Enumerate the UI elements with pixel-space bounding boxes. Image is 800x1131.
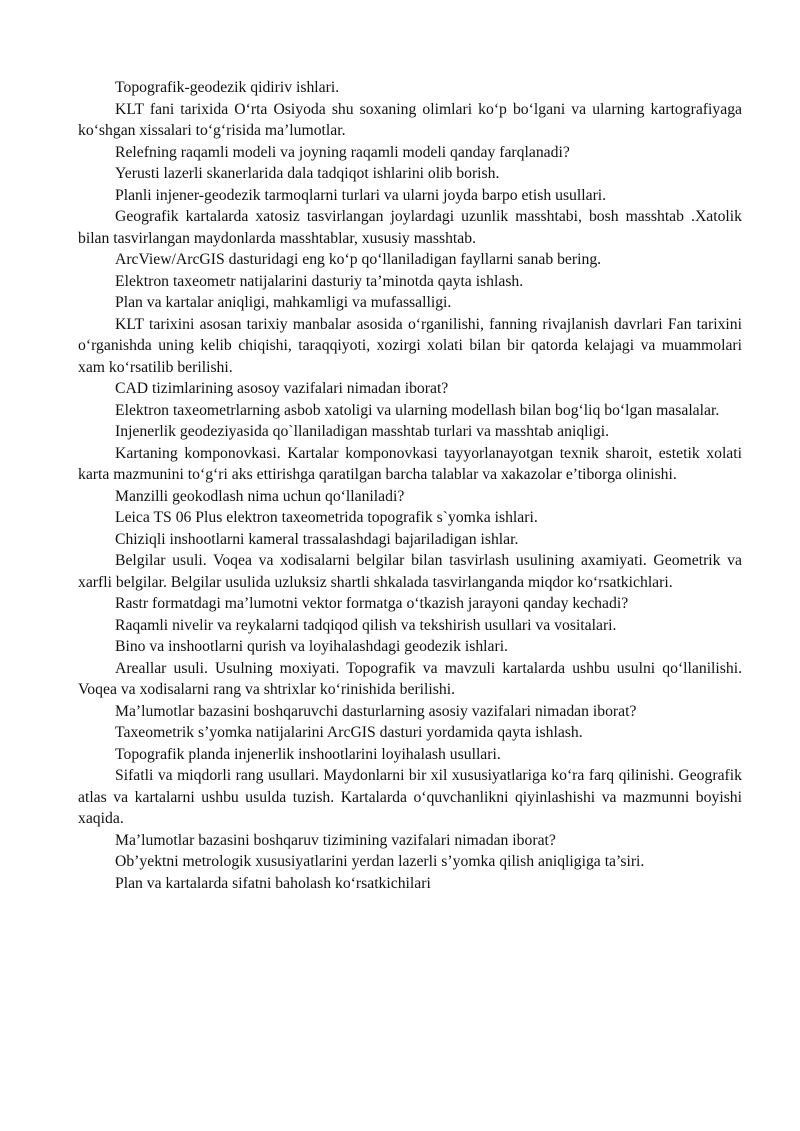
question-item: CAD tizimlarining asosoy vazifalari nimadan iborat?	[115, 380, 449, 397]
question-item: Taxeometrik s’yomka natijalarini ArcGIS dasturi yordamida qayta ishlash.	[115, 724, 583, 741]
question-item: Injenerlik geodeziyasida qo`llaniladigan masshtab turlari va masshtab aniqligi.	[115, 423, 610, 440]
question-item: ArcView/ArcGIS dasturidagi eng ko‘p qo‘llaniladigan fayllarni sanab bering.	[115, 251, 602, 268]
question-item: Planli injener-geodezik tarmoqlarni turlari va ularni joyda barpo etish usullari.	[115, 186, 607, 204]
question-item: Geografik kartalarda xatosiz tasvirlangan joylardagi uzunlik masshtabi, bosh masshtab .Xatolik bilan tasvirlangan maydonlarda masshtablar, xususiy masshtab.	[78, 208, 742, 247]
question-item: Areallar usuli. Usulning moxiyati. Topografik va mavzuli kartalarda ushbu usulni qo‘llanilishi. Voqea va xodisalarni rang va shtrixlar ko‘rinishida berilishi.	[78, 659, 742, 698]
question-item: Ob’yektni metrologik xususiyatlarini yerdan lazerli s’yomka qilish aniqligiga ta’siri.	[115, 853, 645, 870]
question-item: KLT fani tarixida O‘rta Osiyoda shu soxaning olimlari ko‘p bo‘lgani va ularning kartografiyaga ko‘shgan xissalari to‘g‘risida ma’lumotlar.	[78, 100, 742, 139]
question-item: Elektron taxeometr natijalarini dasturiy ta’minotda qayta ishlash.	[115, 272, 524, 290]
question-item: KLT tarixini asosan tarixiy manbalar asosida o‘rganilishi, fanning rivajlanish davrlari Fan tarixini o‘rganishda uning kelib chiqishi, taraqqiyoti, xozirgi xolati bilan bir qatorda kelajagi va muammolari xam ko‘rsatilib berilishi.	[78, 315, 742, 376]
question-item: Topografik-geodezik qidiriv ishlari.	[115, 79, 340, 96]
question-item: Plan va kartalarda sifatni baholash ko‘rsatkichilari	[115, 874, 431, 892]
question-item: Manzilli geokodlash nima uchun qo‘llaniladi?	[115, 487, 405, 505]
question-item: Topografik planda injenerlik inshootlarini loyihalash usullari.	[115, 745, 501, 763]
question-item: Ma’lumotlar bazasini boshqaruv tizimining vazifalari nimadan iborat?	[115, 831, 556, 849]
question-item: Plan va kartalar aniqligi, mahkamligi va mufassalligi.	[115, 294, 452, 311]
question-item: Raqamli nivelir va reykalarni tadqiqod qilish va tekshirish usullari va vositalari.	[115, 616, 617, 634]
question-item: Bino va inshootlarni qurish va loyihalashdagi geodezik ishlari.	[115, 638, 508, 655]
question-item: Relefning raqamli modeli va joyning raqamli modeli qanday farqlanadi?	[115, 143, 570, 161]
document-page	[78, 77, 742, 894]
question-item: Rastr formatdagi ma’lumotni vektor formatga o‘tkazish jarayoni qanday kechadi?	[115, 595, 629, 612]
question-item: Elektron taxeometrlarning asbob xatoligi va ularning modellash bilan bog‘liq bo‘lgan masalalar.	[115, 401, 720, 419]
question-item: Kartaning komponovkasi. Kartalar komponovkasi tayyorlanayotgan texnik sharoit, estetik xolati karta mazmunini to‘g‘ri aks ettirishga qaratilgan barcha talablar va xakazolar e’tiborga olinishi.	[78, 444, 742, 483]
question-item: Yerusti lazerli skanerlarida dala tadqiqot ishlarini olib borish.	[115, 165, 500, 182]
question-item: Chiziqli inshootlarni kameral trassalashdagi bajariladigan ishlar.	[115, 530, 519, 548]
question-item: Sifatli va miqdorli rang usullari. Maydonlarni bir xil xususiyatlariga ko‘ra farq qilinishi. Geografik atlas va kartalarni ushbu usulda tuzish. Kartalarda o‘quvchanlikni qiyinlashishi va mazmunni boyishi xaqida.	[78, 767, 742, 827]
question-item: Belgilar usuli. Voqea va xodisalarni belgilar bilan tasvirlash usulining axamiyati. Geometrik va xarfli belgilar. Belgilar usulida uzluksiz shartli shkalada tasvirlanganda miqdor ko‘rsatkichlari.	[78, 552, 742, 591]
question-item: Ma’lumotlar bazasini boshqaruvchi dasturlarning asosiy vazifalari nimadan iborat?	[115, 702, 637, 720]
question-item: Leica TS 06 Plus elektron taxeometrida topografik s`yomka ishlari.	[115, 509, 538, 526]
